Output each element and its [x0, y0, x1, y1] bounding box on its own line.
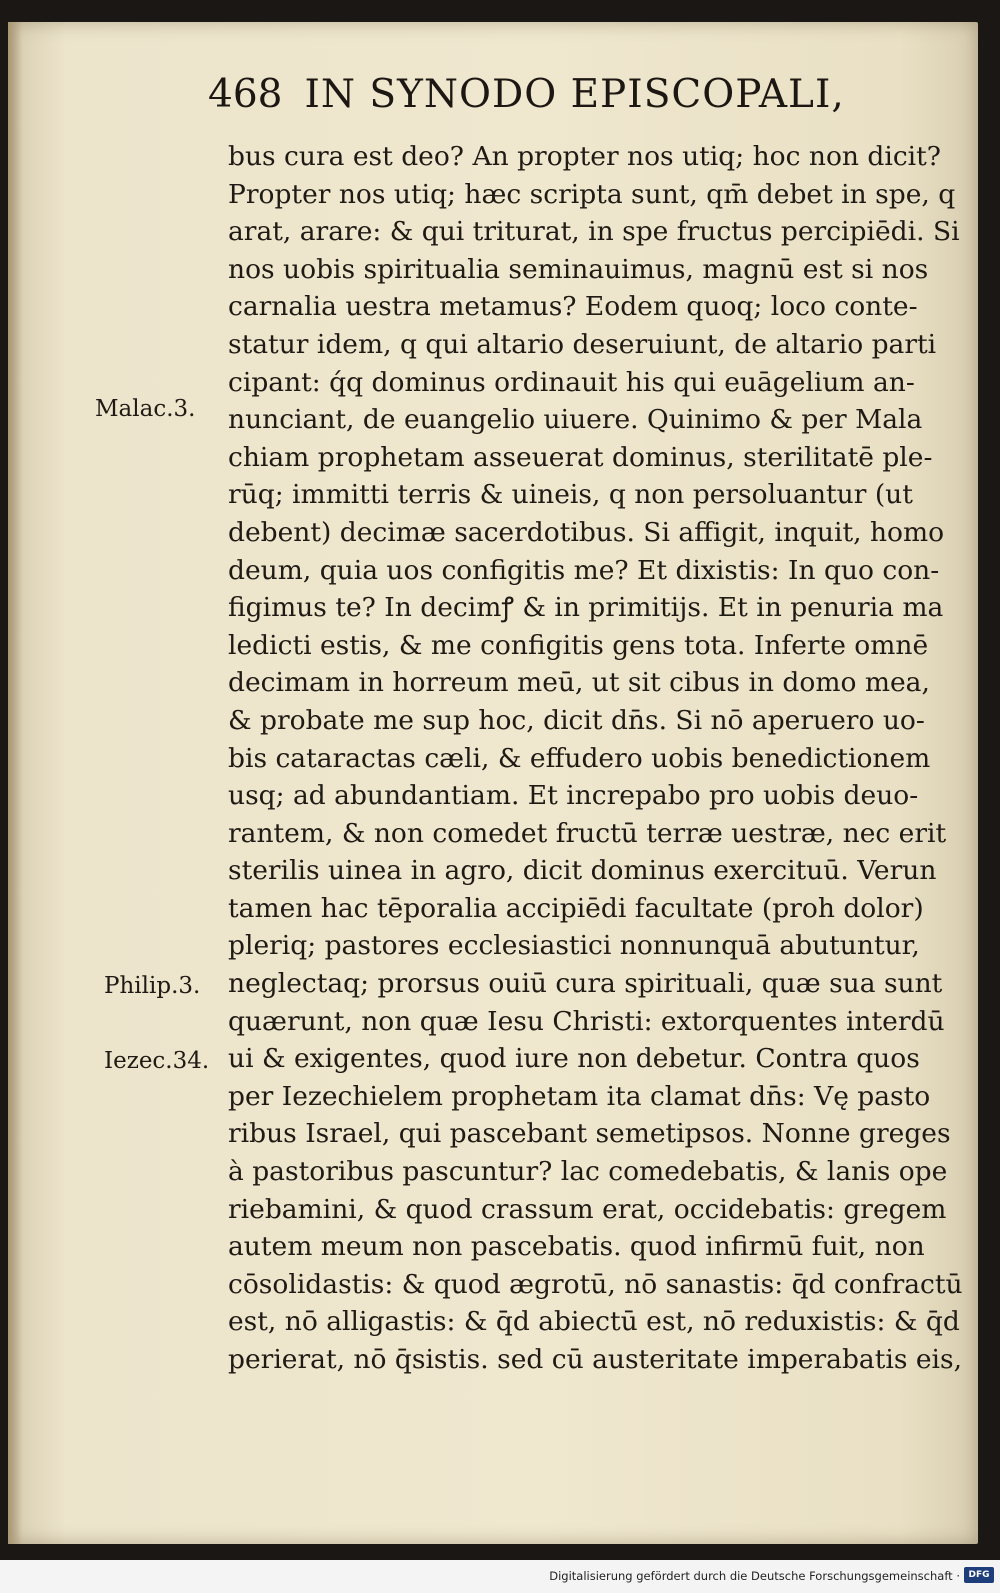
text-line: deum, quia uos configitis me? Et dixistis: In quo con-: [228, 554, 940, 586]
text-line: rantem, & non comedet fructū terræ uestræ, nec erit: [228, 817, 947, 849]
text-line: nos uobis spiritualia seminauimus, magnū est si nos: [228, 253, 929, 285]
funding-credit: Digitalisierung gefördert durch die Deutsche Forschungsgemeinschaft ·: [549, 1569, 960, 1583]
text-line: decimam in horreum meū, ut sit cibus in domo mea,: [228, 667, 930, 699]
margin-note-ezekiel: Iezec.34.: [104, 1048, 210, 1074]
text-line: sterilis uinea in agro, dicit dominus exercituū. Verun: [228, 855, 937, 887]
text-line: usq; ad abundantiam. Et increpabo pro uobis deuo-: [228, 780, 919, 812]
text-line: cōsolidastis: & quod ægrotū, nō sanastis: q̄d confractū: [228, 1268, 963, 1300]
text-line: cipant: q́q dominus ordinauit his qui euāgelium an-: [228, 366, 915, 398]
text-line: statur idem, q qui altario deseruiunt, de altario parti: [228, 328, 937, 360]
text-line: tamen hac tēporalia accipiēdi facultate (proh dolor): [228, 892, 924, 924]
text-line: perierat, nō q̄sistis. sed cū austeritate imperabatis eis,: [228, 1344, 963, 1375]
text-line: riebamini, & quod crassum erat, occidebatis: gregem: [228, 1193, 947, 1225]
text-line: pleriq; pastores ecclesiastici nonnunquā abutuntur,: [228, 930, 920, 962]
text-line: ui & exigentes, quod iure non debetur. Contra quos: [228, 1043, 920, 1075]
text-line: neglectaq; prorsus ouiū cura spirituali, quæ sua sunt: [228, 968, 943, 1000]
margin-note-malachi: Malac.3.: [95, 396, 196, 422]
running-head-title: IN SYNODO EPISCOPALI,: [304, 72, 845, 117]
text-line: chiam prophetam asseuerat dominus, sterilitatē ple-: [228, 441, 933, 473]
text-line: per Iezechielem prophetam ita clamat dn̄s: Vę pasto: [228, 1080, 931, 1112]
body-text: [228, 138, 973, 1379]
text-line: est, nō alligastis: & q̄d abiectū est, nō reduxistis: & q̄d: [228, 1306, 960, 1338]
text-line: rūq; immitti terris & uineis, q non persoluantur (ut: [228, 479, 913, 511]
text-line: figimus te? In decimꝭ & in primitijs. Et in penuria ma: [228, 592, 944, 624]
page-gutter-shadow: [8, 22, 22, 1544]
dfg-logo: DFG: [964, 1567, 994, 1583]
text-line: autem meum non pascebatis. quod infirmū fuit, non: [228, 1231, 925, 1263]
text-line: Propter nos utiq; hæc scripta sunt, qm̄ debet in spe, q: [228, 178, 956, 210]
text-line: carnalia uestra metamus? Eodem quoq; loco conte-: [228, 291, 918, 323]
text-line: nunciant, de euangelio uiuere. Quinimo & per Mala: [228, 404, 923, 436]
text-line: ledicti estis, & me configitis gens tota. Inferte omnē: [228, 629, 929, 661]
footer-bar: [0, 1560, 1000, 1593]
margin-note-philippians: Philip.3.: [104, 973, 201, 999]
text-line: bis cataractas cæli, & effudero uobis benedictionem: [228, 742, 931, 774]
running-head: [208, 72, 908, 117]
text-line: debent) decimæ sacerdotibus. Si affigit, inquit, homo: [228, 516, 945, 548]
text-line: bus cura est deo? An propter nos utiq; hoc non dicit?: [228, 141, 942, 172]
text-line: arat, arare: & qui triturat, in spe fructus percipiēdi. Si: [228, 216, 960, 248]
page-number: 468: [208, 72, 283, 117]
text-line: ribus Israel, qui pascebant semetipsos. Nonne greges: [228, 1118, 951, 1150]
text-line: à pastoribus pascuntur? lac comedebatis, & lanis ope: [228, 1156, 948, 1188]
text-line: & probate me sup hoc, dicit dn̄s. Si nō aperuero uo-: [228, 704, 925, 736]
text-line: quærunt, non quæ Iesu Christi: extorquentes interdū: [228, 1005, 945, 1037]
